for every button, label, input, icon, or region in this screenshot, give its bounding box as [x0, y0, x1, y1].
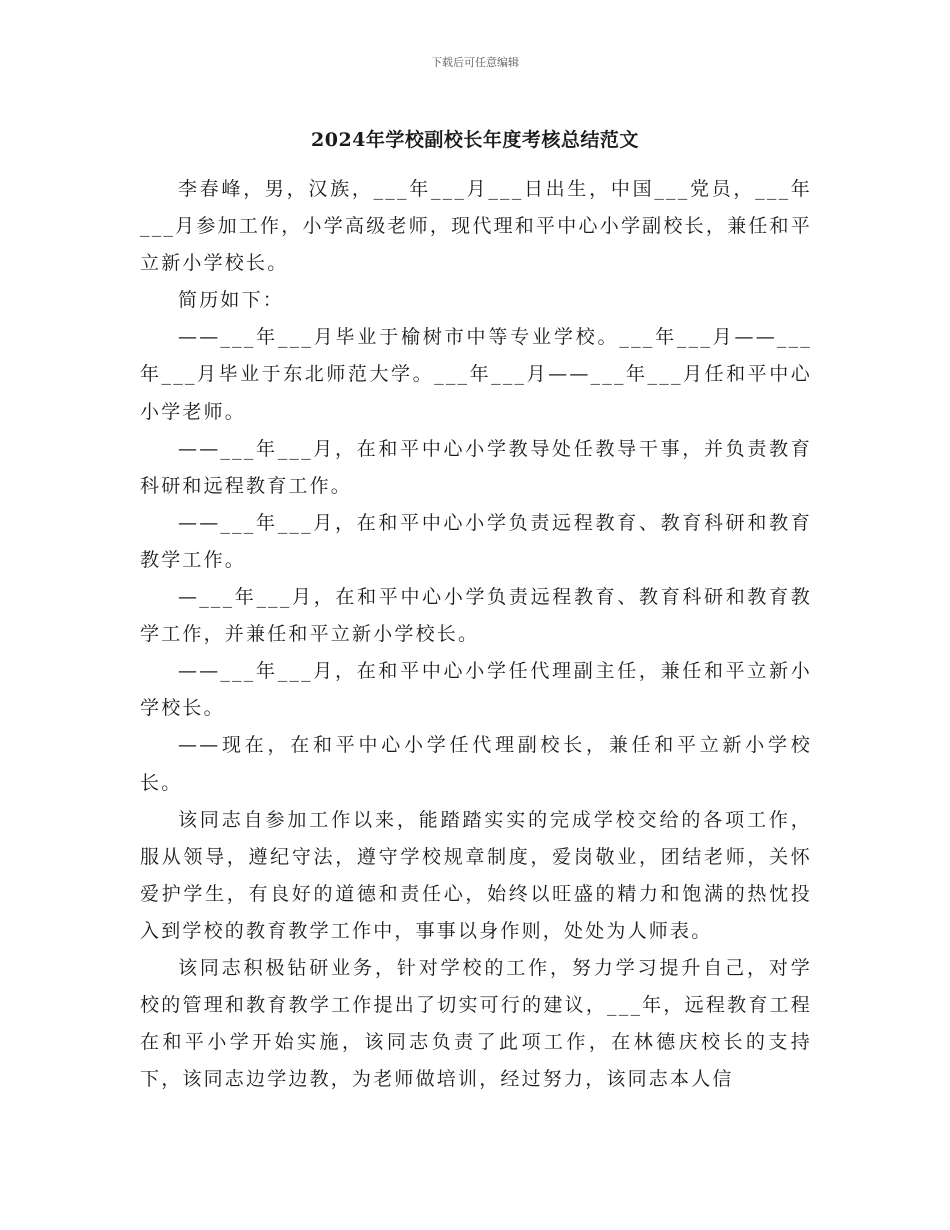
paragraph-resume-item: —___年___月，在和平中心小学负责远程教育、教育科研和教育教学工作，并兼任和平立新小学校长。	[140, 586, 812, 646]
document-body	[140, 171, 812, 1098]
paragraph-resume-heading: 简历如下：	[178, 289, 285, 312]
paragraph-work: 该同志积极钻研业务，针对学校的工作，努力学习提升自己，对学校的管理和教育教学工作提出了切实可行的建议，___年，远程教育工程在和平小学开始实施，该同志负责了此项工作，在林德庆校长的支持下，该同志边学边教，为老师做培训，经过努力，该同志本人信	[140, 956, 812, 1091]
paragraph-resume-item: ——___年___月，在和平中心小学负责远程教育、教育科研和教育教学工作。	[140, 511, 812, 571]
paragraph-conduct: 该同志自参加工作以来，能踏踏实实的完成学校交给的各项工作，服从领导，遵纪守法，遵守学校规章制度，爱岗敬业，团结老师，关怀爱护学生，有良好的道德和责任心，始终以旺盛的精力和饱满的热忱投入到学校的教育教学工作中，事事以身作则，处处为人师表。	[140, 808, 812, 942]
paragraph-resume-item: ——现在，在和平中心小学任代理副校长，兼任和平立新小学校长。	[140, 734, 812, 794]
paragraph-resume-item: ——___年___月毕业于榆树市中等专业学校。___年___月——___年___月毕业于东北师范大学。___年___月——___年___月任和平中心小学老师。	[140, 326, 812, 423]
paragraph-intro: 李春峰，男，汉族，___年___月___日出生，中国___党员，___年___月参加工作，小学高级老师，现代理和平中心小学副校长，兼任和平立新小学校长。	[140, 178, 812, 275]
paragraph-resume-item: ——___年___月，在和平中心小学任代理副主任，兼任和平立新小学校长。	[140, 660, 812, 720]
header-note: 下载后可任意编辑	[431, 56, 519, 69]
document-title: 2024年学校副校长年度考核总结范文	[311, 129, 639, 151]
paragraph-resume-item: ——___年___月，在和平中心小学教导处任教导干事，并负责教育科研和远程教育工作。	[140, 437, 812, 497]
